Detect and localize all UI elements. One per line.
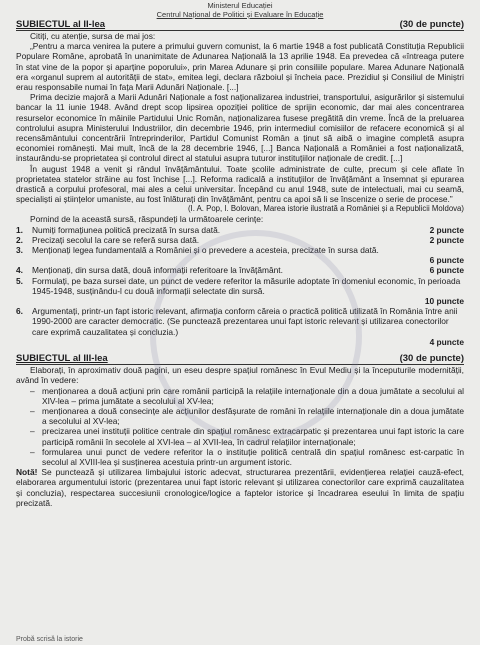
source-paragraph-1: „Pentru a marca venirea la putere a primului guvern comunist, la 6 martie 1948 a fost publicată Constituția Republicii Populare Române, aprobată în unanimitate de Adunarea Națională la 13 aprilie 1948. Ea prevedea că «întreaga putere în stat vine de la popor și aparține poporului», prin Marea Adunare și prin consiliile populare. Marea Adunare Națională era «organul suprem al autorității de stat», emitea legi, declara războiul și încheia pace. Prezidiul și Consiliul de Miniștri erau responsabile numai în fața Marii Adunări Naționale. [...]	[16, 41, 464, 93]
question-text: Numiți formațiunea politică precizată în sursa dată.	[32, 224, 221, 235]
grading-note	[16, 467, 464, 508]
section-2-title: SUBIECTUL al II-lea	[16, 19, 106, 30]
document-header	[0, 0, 480, 19]
question-number: 2.	[16, 234, 23, 245]
question-points: 2 puncte	[429, 224, 464, 235]
question-points: 2 puncte	[429, 234, 464, 245]
section-3-title: SUBIECTUL al III-lea	[16, 353, 108, 365]
question-text: Menționați, din sursa dată, două informații referitoare la învățământ.	[32, 265, 283, 276]
section-3-points: (30 de puncte)	[399, 353, 464, 365]
requirement-text: precizarea unei instituții politice centrale din spațiul românesc extracarpatic și prezentarea unui fapt istoric la care participă românii în secolele al XVI-lea – al XVII-lea, în cadrul relațiilor internaționale;	[42, 426, 464, 447]
requirement-text: menționarea a două acțiuni prin care românii participă la relațiile internaționale din a doua jumătate a secolului al XIV-lea – prima jumătate a secolului al XV-lea;	[42, 385, 464, 406]
question-points: 6 puncte	[429, 255, 464, 266]
essay-requirement: – menționarea a două consecințe ale acțiunilor desfășurate de români în relațiile internaționale din a doua jumătate a secolului al XV-lea;	[30, 405, 464, 427]
question-text: Formulați, pe baza sursei date, un punct de vedere referitor la măsurile adoptate în domeniul economic, în perioada 1945-1948, susținându-l cu două informații selectate din sursă.	[32, 275, 461, 296]
question-points: 4 puncte	[429, 336, 464, 347]
question-number: 3.	[16, 245, 23, 256]
question-number: 1.	[16, 224, 23, 235]
ministry-name: Ministerul Educației	[207, 1, 273, 10]
source-citation: (I. A. Pop, I. Bolovan, Marea istorie ilustrată a României și a Republicii Moldova)	[187, 204, 464, 214]
page-footer: Probă scrisă la istorie	[16, 636, 83, 643]
center-name: Centrul Național de Politici și Evaluare în Educație	[156, 10, 324, 19]
section-2-heading	[16, 19, 464, 31]
note-text: Se punctează și utilizarea limbajului istoric adecvat, structurarea prezentării, evidențierea relației cauză-efect, elaborarea argumentului istoric (prezentarea unui fapt istoric relevant și utilizarea conectorilor care exprimă cauzalitatea și concluzia), respectarea succesiunii cronologice/logice a faptelor istorice și încadrarea eseului în limita de spațiu precizată.	[16, 467, 465, 508]
question-number: 6.	[16, 306, 23, 317]
essay-requirement: – formularea unui punct de vedere referitor la o instituție politică centrală din spațiul românesc est-carpatic în secolul al XVIII-lea și susținerea acestuia printr-un argument istoric.	[30, 446, 464, 467]
essay-prompt: Elaborați, în aproximativ două pagini, un eseu despre spațiul românesc în Evul Mediu și la începuturile modernității, având în vedere:	[16, 365, 464, 386]
questions-instruction: Pornind de la această sursă, răspundeți la următoarele cerințe:	[30, 214, 264, 225]
note-label: Notă!	[16, 467, 38, 478]
question-number: 4.	[16, 265, 23, 276]
requirement-text: formularea unui punct de vedere referitor la o instituție politică centrală din spațiul românesc est-carpatic în secolul al XVIII-lea și susținerea acestuia printr-un argument istoric.	[42, 446, 464, 467]
source-paragraph-2: Prima decizie majoră a Marii Adunări Naționale a fost naționalizarea industriei, transportului, asigurărilor și sistemului bancar la 11 iunie 1948. Având drept scop lipsirea opoziției politice de sprijin economic, dar mai ales concentrarea resurselor economice în mâinile Partidului Unic Român, naționalizarea fusese pregătită din vreme. Încă de la preluarea controlului asupra Ministerului Industriilor, din decembrie 1946, prin intermediul comisiilor de refacere economică și al recensământului concentrării întreprinderilor, Partidul Comunist Român a ținut să aibă o imagine completă asupra economiei românești. Mai mult, încă de la 28 decembrie 1946, [...] Banca Națională a României a fost naționalizată, instaurându-se proprietatea și controlul direct al statului asupra tuturor instituțiilor naționale de credit. [...]	[16, 92, 464, 164]
section-2-intro: Citiți, cu atenție, sursa de mai jos:	[30, 31, 156, 41]
question-text: Precizați secolul la care se referă sursa dată.	[32, 234, 200, 245]
requirement-text: menționarea a două consecințe ale acțiunilor desfășurate de români în relațiile internaționale din a doua jumătate a secolului al XV-lea;	[42, 405, 464, 427]
essay-requirement: – menționarea a două acțiuni prin care românii participă la relațiile internaționale din a doua jumătate a secolului al XIV-lea – prima jumătate a secolului al XV-lea;	[30, 385, 464, 406]
question-text: Argumentați, printr-un fapt istoric relevant, afirmația conform căreia o practică politică utilizată în România între anii 1990-2000 are caracter democratic. (Se punctează prezentarea unui fapt istoric relevant și utilizarea conectorilor care exprimă cauzalitatea și concluzia.)	[32, 306, 458, 337]
question-text: Menționați legea fundamentală a României și o prevedere a acesteia, precizate în sursa dată.	[32, 245, 379, 256]
source-paragraph-3: În august 1948 a venit și rândul învățământului. Toate școlile administrate de culte, precum și cele aflate în proprietatea statelor străine au fost închise [...]. Reforma radicală a instituțiilor de învățământ a însemnat și epurarea drastică a corpului profesoral, mai ales a celui universitar. Începând cu anul 1948, sute de intelectuali, mai cu seamă, specialiști ai științelor umaniste, au fost înlăturați din învățământ, pentru ca apoi să li se înscenize o serie de procese.”	[16, 163, 464, 205]
question-points: 10 puncte	[424, 296, 464, 307]
essay-requirement: – precizarea unei instituții politice centrale din spațiul românesc extracarpatic și prezentarea unui fapt istoric la care participă românii în secolele al XVI-lea – al XVII-lea, în cadrul relațiilor internaționale;	[30, 426, 464, 447]
question-number: 5.	[16, 275, 23, 286]
question-points: 6 puncte	[429, 265, 464, 276]
section-2-points: (30 de puncte)	[399, 19, 464, 30]
